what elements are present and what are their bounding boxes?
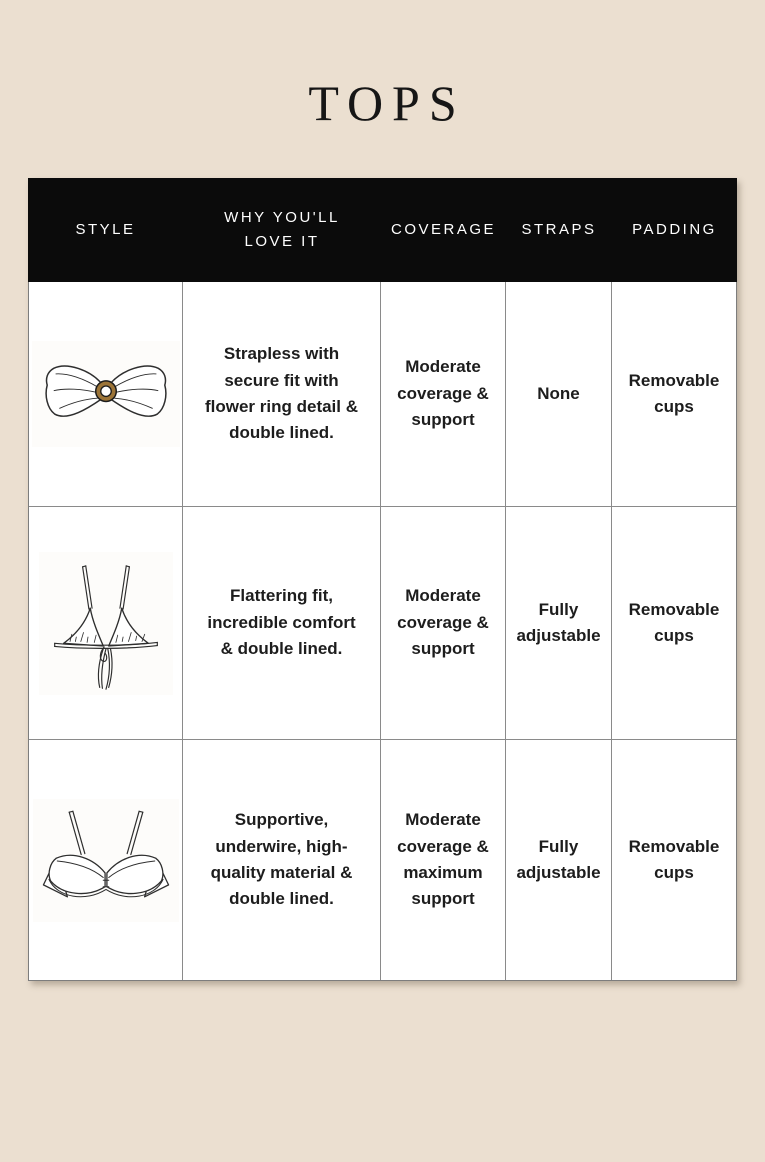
straps-cell: Fully adjustable (506, 507, 612, 739)
style-cell (29, 507, 183, 739)
column-header-style: STYLE (75, 221, 136, 238)
padding-cell: Removable cups (628, 836, 720, 882)
table-row-underwire (29, 740, 736, 980)
page-title: TOPS (308, 75, 466, 131)
bandeau-top-illustration (32, 341, 180, 447)
table-header-row (28, 178, 737, 282)
underwire-top-illustration (33, 799, 179, 922)
table-row-triangle (29, 507, 736, 740)
triangle-top-illustration (39, 552, 173, 695)
why-cell: Supportive, underwire, high-quality material & double lined. (183, 740, 381, 980)
straps-cell: None (506, 282, 612, 506)
straps-cell: Fully adjustable (506, 740, 612, 980)
table-body (28, 282, 737, 981)
why-cell: Flattering fit, incredible comfort & double lined. (183, 507, 381, 739)
column-header-coverage: COVERAGE (390, 221, 497, 238)
why-cell: Strapless with secure fit with flower ring detail & double lined. (183, 282, 381, 506)
coverage-cell: Moderate coverage & support (381, 507, 506, 739)
coverage-cell: Moderate coverage & support (381, 282, 506, 506)
table-row-bandeau (29, 282, 736, 507)
style-cell (29, 740, 183, 980)
column-header-padding: PADDING (632, 221, 717, 238)
coverage-cell: Moderate coverage & maximum support (381, 740, 506, 980)
column-header-why: WHY YOU'LL LOVE IT (224, 209, 340, 250)
padding-cell: Removable cups (628, 599, 720, 645)
column-header-straps: STRAPS (521, 221, 597, 238)
style-cell (29, 282, 183, 506)
padding-cell: Removable cups (628, 370, 720, 416)
tops-comparison-table (28, 178, 737, 981)
